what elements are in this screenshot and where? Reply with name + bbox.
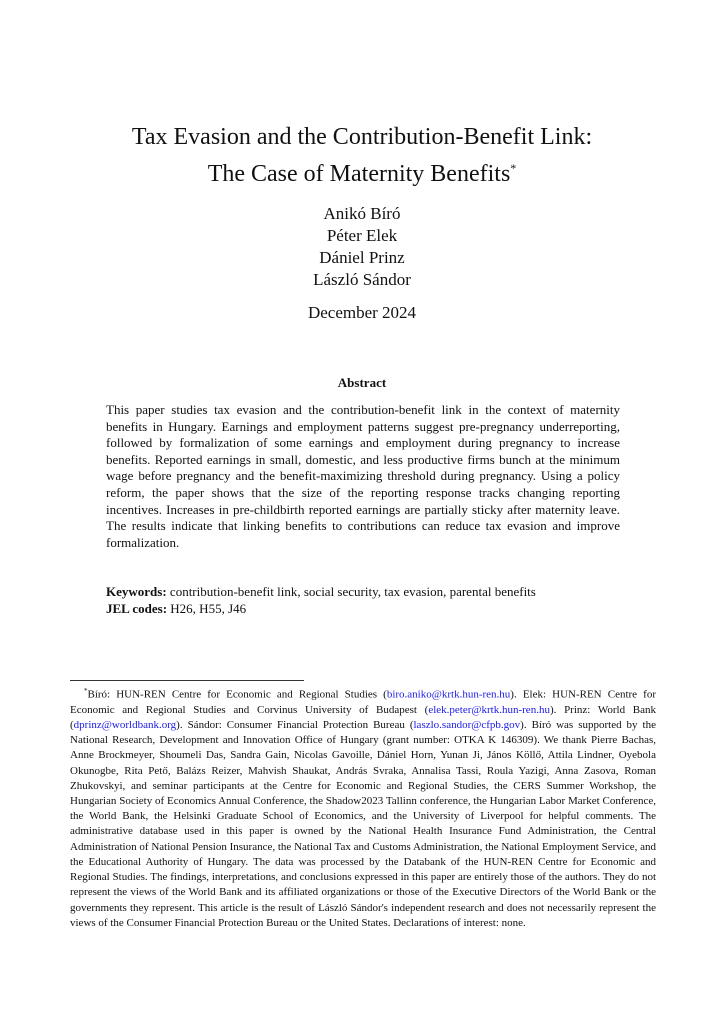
footnote-text-2: ). Elek: HUN-REN Centre for Economic and Regional Studies and Corvinus University of Budapest ( (70, 688, 656, 716)
footnote-text-5: ). Bíró was supported by the National Research, Development and Innovation Office of Hungary (grant number: OTKA K 146309). We thank Pierre Bachas, Anne Brockmeyer, Shoumeli Das, Sandra Gain, Nicolas Gavoille, Dániel Horn, Yunan Ji, János Köllő, Attila Lindner, Oyebola Okunogbe, Rita Pető, Balázs Reizer, Mahvish Shaukat, András Svraka, Annalisa Tassi, Roula Yazigi, Anna Zasova, Roman Zhukovskyi, and seminar participants at the Centre for Economic and Regional Studies, the CERS Summer Workshop, the Hungarian Society of Economics Annual Conference, the Shadow2023 Tallinn conference, the Hungarian Labor Market Conference, the World Bank, the Helsinki Graduate School of Economics, and the University of Liverpool for helpful comments. The administrative database used in this paper is owned by the National Health Insurance Fund Administration, the Central Administration of National Pension Insurance, the National Tax and Customs Administration, the National Employment Service, and the Educational Authority of Hungary. The data was processed by the Databank of the HUN-REN Centre for Economic and Regional Studies. The findings, interpretations, and conclusions expressed in this paper are entirely those of the authors. They do not represent the views of the World Bank and its affiliated organizations or those of the Executive Directors of the World Bank or the governments they represent. This article is the result of László Sándor's independent research and does not necessarily represent the views of the Consumer Financial Protection Bureau or the United States. Declarations of interest: none. (70, 719, 656, 929)
author-4: László Sándor (313, 270, 411, 289)
footnote (70, 684, 656, 931)
title-line-2 (60, 153, 664, 190)
author-2: Péter Elek (326, 226, 398, 245)
title-line-2-text: The Case of Maternity Benefits (207, 161, 511, 187)
email-link-elek[interactable]: elek.peter@krtk.hun-ren.hu (428, 703, 550, 716)
title-footnote-mark[interactable]: * (510, 161, 517, 175)
paper-title (60, 122, 664, 190)
keywords-text: contribution-benefit link, social security, tax evasion, parental benefits (169, 584, 536, 599)
author-3: Dániel Prinz (319, 248, 405, 267)
title-line-1: Tax Evasion and the Contribution-Benefit Link: (131, 124, 593, 150)
footnote-text-3: ). Prinz: World Bank ( (70, 703, 656, 732)
abstract-text: This paper studies tax evasion and the contribution-benefit link in the context of maternity benefits in Hungary. Earnings and employment patterns suggest pre-pregnancy underreporting, followed by formalization of some earnings and employment during pregnancy to increase benefits. Reported earnings in small, domestic, and less productive firms bunch at the minimum wage before pregnancy and the benefit-maximizing threshold during pregnancy. Using a policy reform, the paper shows that the size of the reporting response tracks changing reporting incentives. Increases in pre-childbirth reported earnings are partially sticky after maternity leave. The results indicate that linking benefits to contributions can reduce tax evasion and improve formalization. (106, 402, 620, 550)
footnote-text-1: Bíró: HUN-REN Centre for Economic and Regional Studies ( (87, 688, 387, 701)
footnote-text-4: ). Sándor: Consumer Financial Protection Bureau ( (176, 719, 414, 732)
author-1: Anikó Bíró (323, 204, 401, 223)
publication-date: December 2024 (307, 303, 417, 322)
footnote-mark: * (84, 687, 88, 695)
jel-label: JEL codes: (106, 601, 168, 616)
jel-codes: H26, H55, J46 (170, 601, 247, 616)
email-link-biro[interactable]: biro.aniko@krtk.hun-ren.hu (386, 688, 511, 701)
footnote-rule (70, 680, 304, 681)
email-link-sandor[interactable]: laszlo.sandor@cfpb.gov (413, 719, 521, 732)
email-link-prinz[interactable]: dprinz@worldbank.org (73, 719, 177, 732)
jel-line (106, 600, 620, 617)
keywords-line (106, 583, 620, 600)
abstract-heading: Abstract (337, 375, 387, 390)
keywords-label: Keywords: (106, 584, 167, 599)
